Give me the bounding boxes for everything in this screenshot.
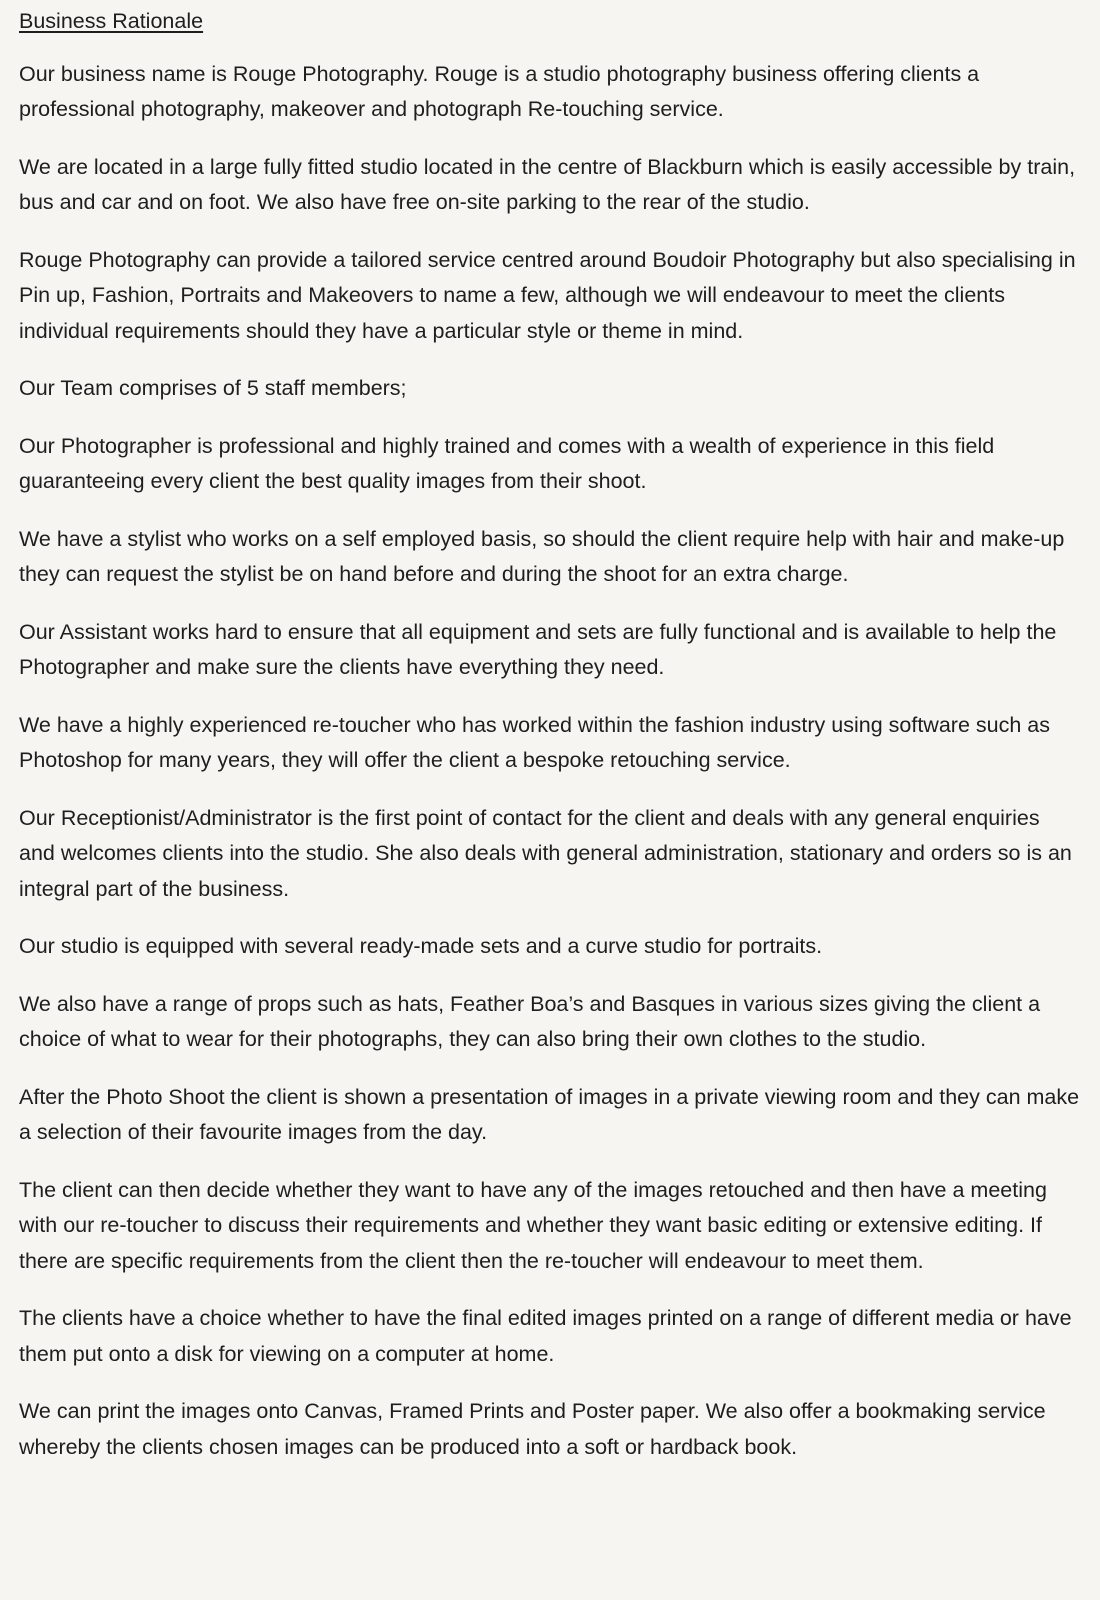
paragraph-business-name: Our business name is Rouge Photography. Rouge is a studio photography business offering clients a professional photography, makeover and photograph Re-touching service. xyxy=(19,61,980,121)
paragraph-team-intro: Our Team comprises of 5 staff members; xyxy=(19,376,407,400)
paragraph-media-choice: The clients have a choice whether to have the final edited images printed on a range of different media or have them put onto a disk for viewing on a computer at home. xyxy=(19,1306,1072,1366)
paragraph-services: Rouge Photography can provide a tailored service centred around Boudoir Photography but also specialising in Pin up, Fashion, Portraits and Makeovers to name a few, although we will endeavour to meet the clients individual requirements should they have a particular style or theme in mind. xyxy=(19,247,1076,343)
paragraph-viewing: After the Photo Shoot the client is shown a presentation of images in a private viewing room and they can make a selection of their favourite images from the day. xyxy=(19,1084,1080,1144)
paragraph-retoucher: We have a highly experienced re-toucher who has worked within the fashion industry using software such as Photoshop for many years, they will offer the client a bespoke retouching service. xyxy=(19,712,1050,772)
paragraph-printing: We can print the images onto Canvas, Framed Prints and Poster paper. We also offer a bookmaking service whereby the clients chosen images can be produced into a soft or hardback book. xyxy=(19,1399,1046,1459)
paragraph-photographer: Our Photographer is professional and highly trained and comes with a wealth of experience in this field guaranteeing every client the best quality images from their shoot. xyxy=(19,433,995,493)
paragraph-props: We also have a range of props such as hats, Feather Boa’s and Basques in various sizes giving the client a choice of what to wear for their photographs, they can also bring their own clothes to the studio. xyxy=(19,991,1041,1051)
paragraph-receptionist: Our Receptionist/Administrator is the first point of contact for the client and deals with any general enquiries and welcomes clients into the studio. She also deals with general administration, stationary and orders so is an integral part of the business. xyxy=(19,805,1072,901)
paragraph-retouching: The client can then decide whether they want to have any of the images retouched and then have a meeting with our re-toucher to discuss their requirements and whether they want basic editing or extensive editing. If there are specific requirements from the client then the re-toucher will endeavour to meet them. xyxy=(19,1177,1047,1273)
paragraph-assistant: Our Assistant works hard to ensure that all equipment and sets are fully functional and is available to help the Photographer and make sure the clients have everything they need. xyxy=(19,619,1057,679)
paragraph-location: We are located in a large fully fitted studio located in the centre of Blackburn which is easily accessible by train, bus and car and on foot. We also have free on-site parking to the rear of the studio. xyxy=(19,154,1076,214)
paragraph-studio-sets: Our studio is equipped with several ready-made sets and a curve studio for portraits. xyxy=(19,934,823,958)
document-heading: Business Rationale xyxy=(19,9,204,33)
paragraph-stylist: We have a stylist who works on a self employed basis, so should the client require help with hair and make-up they can request the stylist be on hand before and during the shoot for an extra charge. xyxy=(19,526,1065,586)
